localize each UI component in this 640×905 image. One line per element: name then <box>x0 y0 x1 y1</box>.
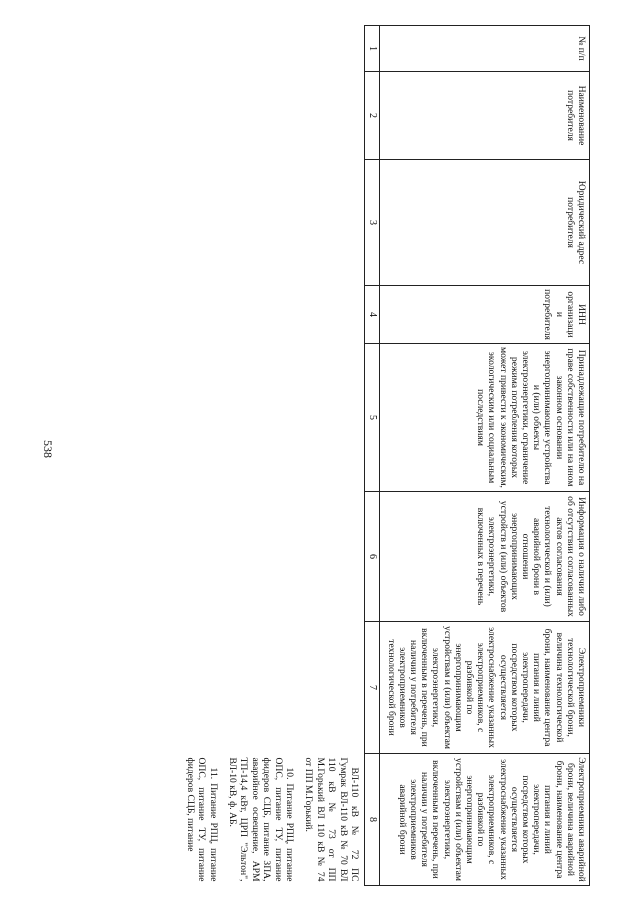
header-col-7: Электроприемники технологической брони, величина технологической брони, наименование центра питания и линий электропередачи, посредством которых осуществляется электроснабжение указанных электроприемников, с разбивкой по энергопринимающим устройствам и (или) объектам электроэнергетики, включенным в перечень, при наличии у потребителя электроприемников технологической брони <box>380 622 590 754</box>
column-number: 8 <box>365 754 380 886</box>
continuation-row <box>176 26 364 886</box>
header-col-3: Юридический адрес потребителя <box>380 160 590 286</box>
continuation-cell <box>176 754 364 886</box>
continuation-paragraph: 10. Питание РПЦ, питание ОПС, питание ТУ, питание фидеров СЦБ, питание ЗПА, аварийное освещение, АРМ ТП-14,4 кВт, ЦРП "Эльтон", ВЛ-10 кВ, ф. АБ. <box>226 757 295 882</box>
header-col-8: Электроприемники аварийной брони, величина аварийной брони, наименование центра питания и линий электропередачи, посредством которых осуществляется электроснабжение указанных электроприемников, с разбивкой по энергопринимающим устройствам и (или) объектам электроэнергетики, включенным в перечень, при наличии у потребителя электроприемников аварийной брони <box>380 754 590 886</box>
page-number: 538 <box>41 440 55 458</box>
header-col-6: Информация о наличии либо об отсутствии согласованных актов согласования технологической и (или) аварийной брони в отношении энергопринимающих устройств и (или) объектов электроэнергетики, включенных в перечень <box>380 492 590 622</box>
consumer-table <box>176 25 590 886</box>
column-number: 4 <box>365 286 380 344</box>
column-number: 3 <box>365 160 380 286</box>
rotated-table-page <box>80 25 590 885</box>
continuation-paragraph: 11. Питание РПЦ, питание ОПС, питание ТУ, питание фидеров СЦБ, питание <box>184 757 219 882</box>
header-col-1: № п/п <box>380 26 590 72</box>
column-number-row <box>365 26 380 886</box>
continuation-paragraph: ВЛ-110 кВ № 72 ПС Гумрак ВЛ-110 кВ № 70 ВЛ 110 кВ № 73 от ПП М.Горький ВЛ 110 кВ № 74 от ПП М.Горький. <box>303 757 360 882</box>
column-number: 2 <box>365 72 380 160</box>
header-col-2: Наименование потребителя <box>380 72 590 160</box>
column-number: 5 <box>365 344 380 492</box>
header-row <box>380 26 590 886</box>
column-number: 6 <box>365 492 380 622</box>
column-number: 7 <box>365 622 380 754</box>
header-col-5: Принадлежащие потребителю на праве собственности или на ином законном основании энергопринимающие устройства и (или) объекты электроэнергетики, ограничение режима потребления которых может привести к экономическим, экологическим или социальным последствиям <box>380 344 590 492</box>
column-number: 1 <box>365 26 380 72</box>
header-col-4: ИНН организации потребителя <box>380 286 590 344</box>
